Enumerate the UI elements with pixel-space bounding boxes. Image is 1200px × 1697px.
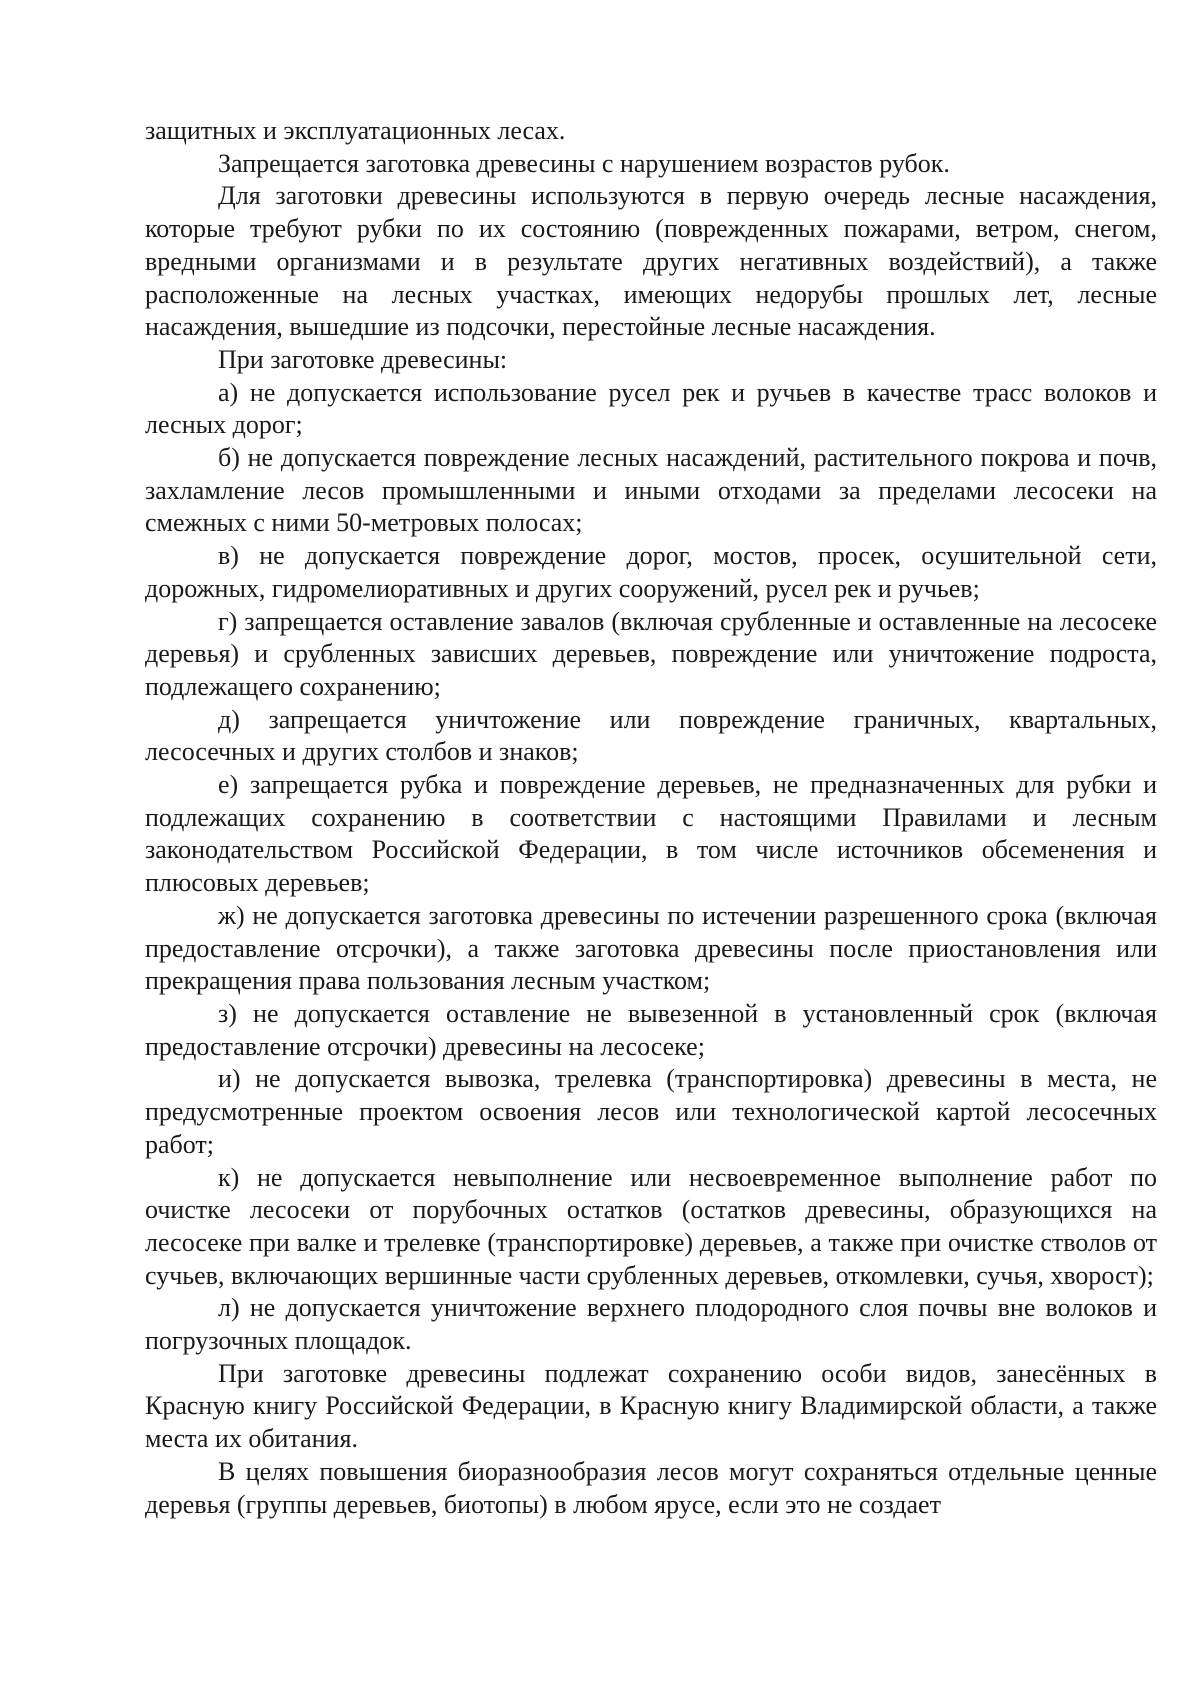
list-item-k: к) не допускается невыполнение или несвоевременное выполнение работ по очистке лесосеки от порубочных остатков (остатков древесины, образующихся на лесосеке при валке и трелевке (транспортировке) деревьев, а также при очистке стволов от сучьев, включающих вершинные части срубленных деревьев, откомлевки, сучья, хворост); xyxy=(145,1162,1157,1290)
paragraph-age-restriction: Запрещается заготовка древесины с нарушением возрастов рубок. xyxy=(218,148,950,178)
list-item-a: а) не допускается использование русел рек и ручьев в качестве трасс волоков и лесных дорог; xyxy=(145,377,1157,440)
list-item-l: л) не допускается уничтожение верхнего плодородного слоя почвы вне волоков и погрузочных площадок. xyxy=(145,1293,1157,1356)
paragraph-continuation: защитных и эксплуатационных лесах. xyxy=(145,116,566,145)
list-item-d: д) запрещается уничтожение или повреждение граничных, квартальных, лесосечных и других столбов и знаков; xyxy=(145,704,1157,767)
list-item-b: б) не допускается повреждение лесных насаждений, растительного покрова и почв, захламление лесов промышленными и иными отходами за пределами лесосеки на смежных с ними 50-метровых полосах; xyxy=(145,443,1157,538)
document-body xyxy=(145,115,1157,1521)
paragraph-harvest-rules-intro: При заготовке древесины: xyxy=(218,344,508,374)
paragraph-priority-stands: Для заготовки древесины используются в первую очередь лесные насаждения, которые требуют рубки по их состоянию (поврежденных пожарами, ветром, снегом, вредными организмами и в результате других негативных воздействий), а также расположенные на лесных участках, имеющих недорубы прошлых лет, лесные насаждения, вышедшие из подсочки, перестойные лесные насаждения. xyxy=(145,181,1157,342)
list-item-zh: ж) не допускается заготовка древесины по истечении разрешенного срока (включая предоставление отсрочки), а также заготовка древесины после приостановления или прекращения права пользования лесным участком; xyxy=(145,900,1157,996)
list-item-i: и) не допускается вывозка, трелевка (транспортировка) древесины в места, не предусмотренные проектом освоения лесов или технологической картой лесосечных работ; xyxy=(145,1064,1157,1159)
list-item-v: в) не допускается повреждение дорог, мостов, просек, осушительной сети, дорожных, гидромелиоративных и других сооружений, русел рек и ручьев; xyxy=(145,541,1157,603)
paragraph-biodiversity: В целях повышения биоразнообразия лесов могут сохраняться отдельные ценные деревья (группы деревьев, биотопы) в любом ярусе, если это не создает xyxy=(145,1456,1157,1519)
list-item-g: г) запрещается оставление завалов (включая срубленные и оставленные на лесосеке деревья) и срубленных зависших деревьев, повреждение или уничтожение подроста, подлежащего сохранению; xyxy=(145,606,1157,701)
list-item-e: е) запрещается рубка и повреждение деревьев, не предназначенных для рубки и подлежащих сохранению в соответствии с настоящими Правилами и лесным законодательством Российской Федерации, в том числе источников обсеменения и плюсовых деревьев; xyxy=(145,770,1157,898)
paragraph-red-book: При заготовке древесины подлежат сохранению особи видов, занесённых в Красную книгу Российской Федерации, в Красную книгу Владимирской области, а также места их обитания. xyxy=(145,1358,1157,1454)
list-item-z: з) не допускается оставление не вывезенной в установленный срок (включая предоставление отсрочки) древесины на лесосеке; xyxy=(145,998,1157,1061)
